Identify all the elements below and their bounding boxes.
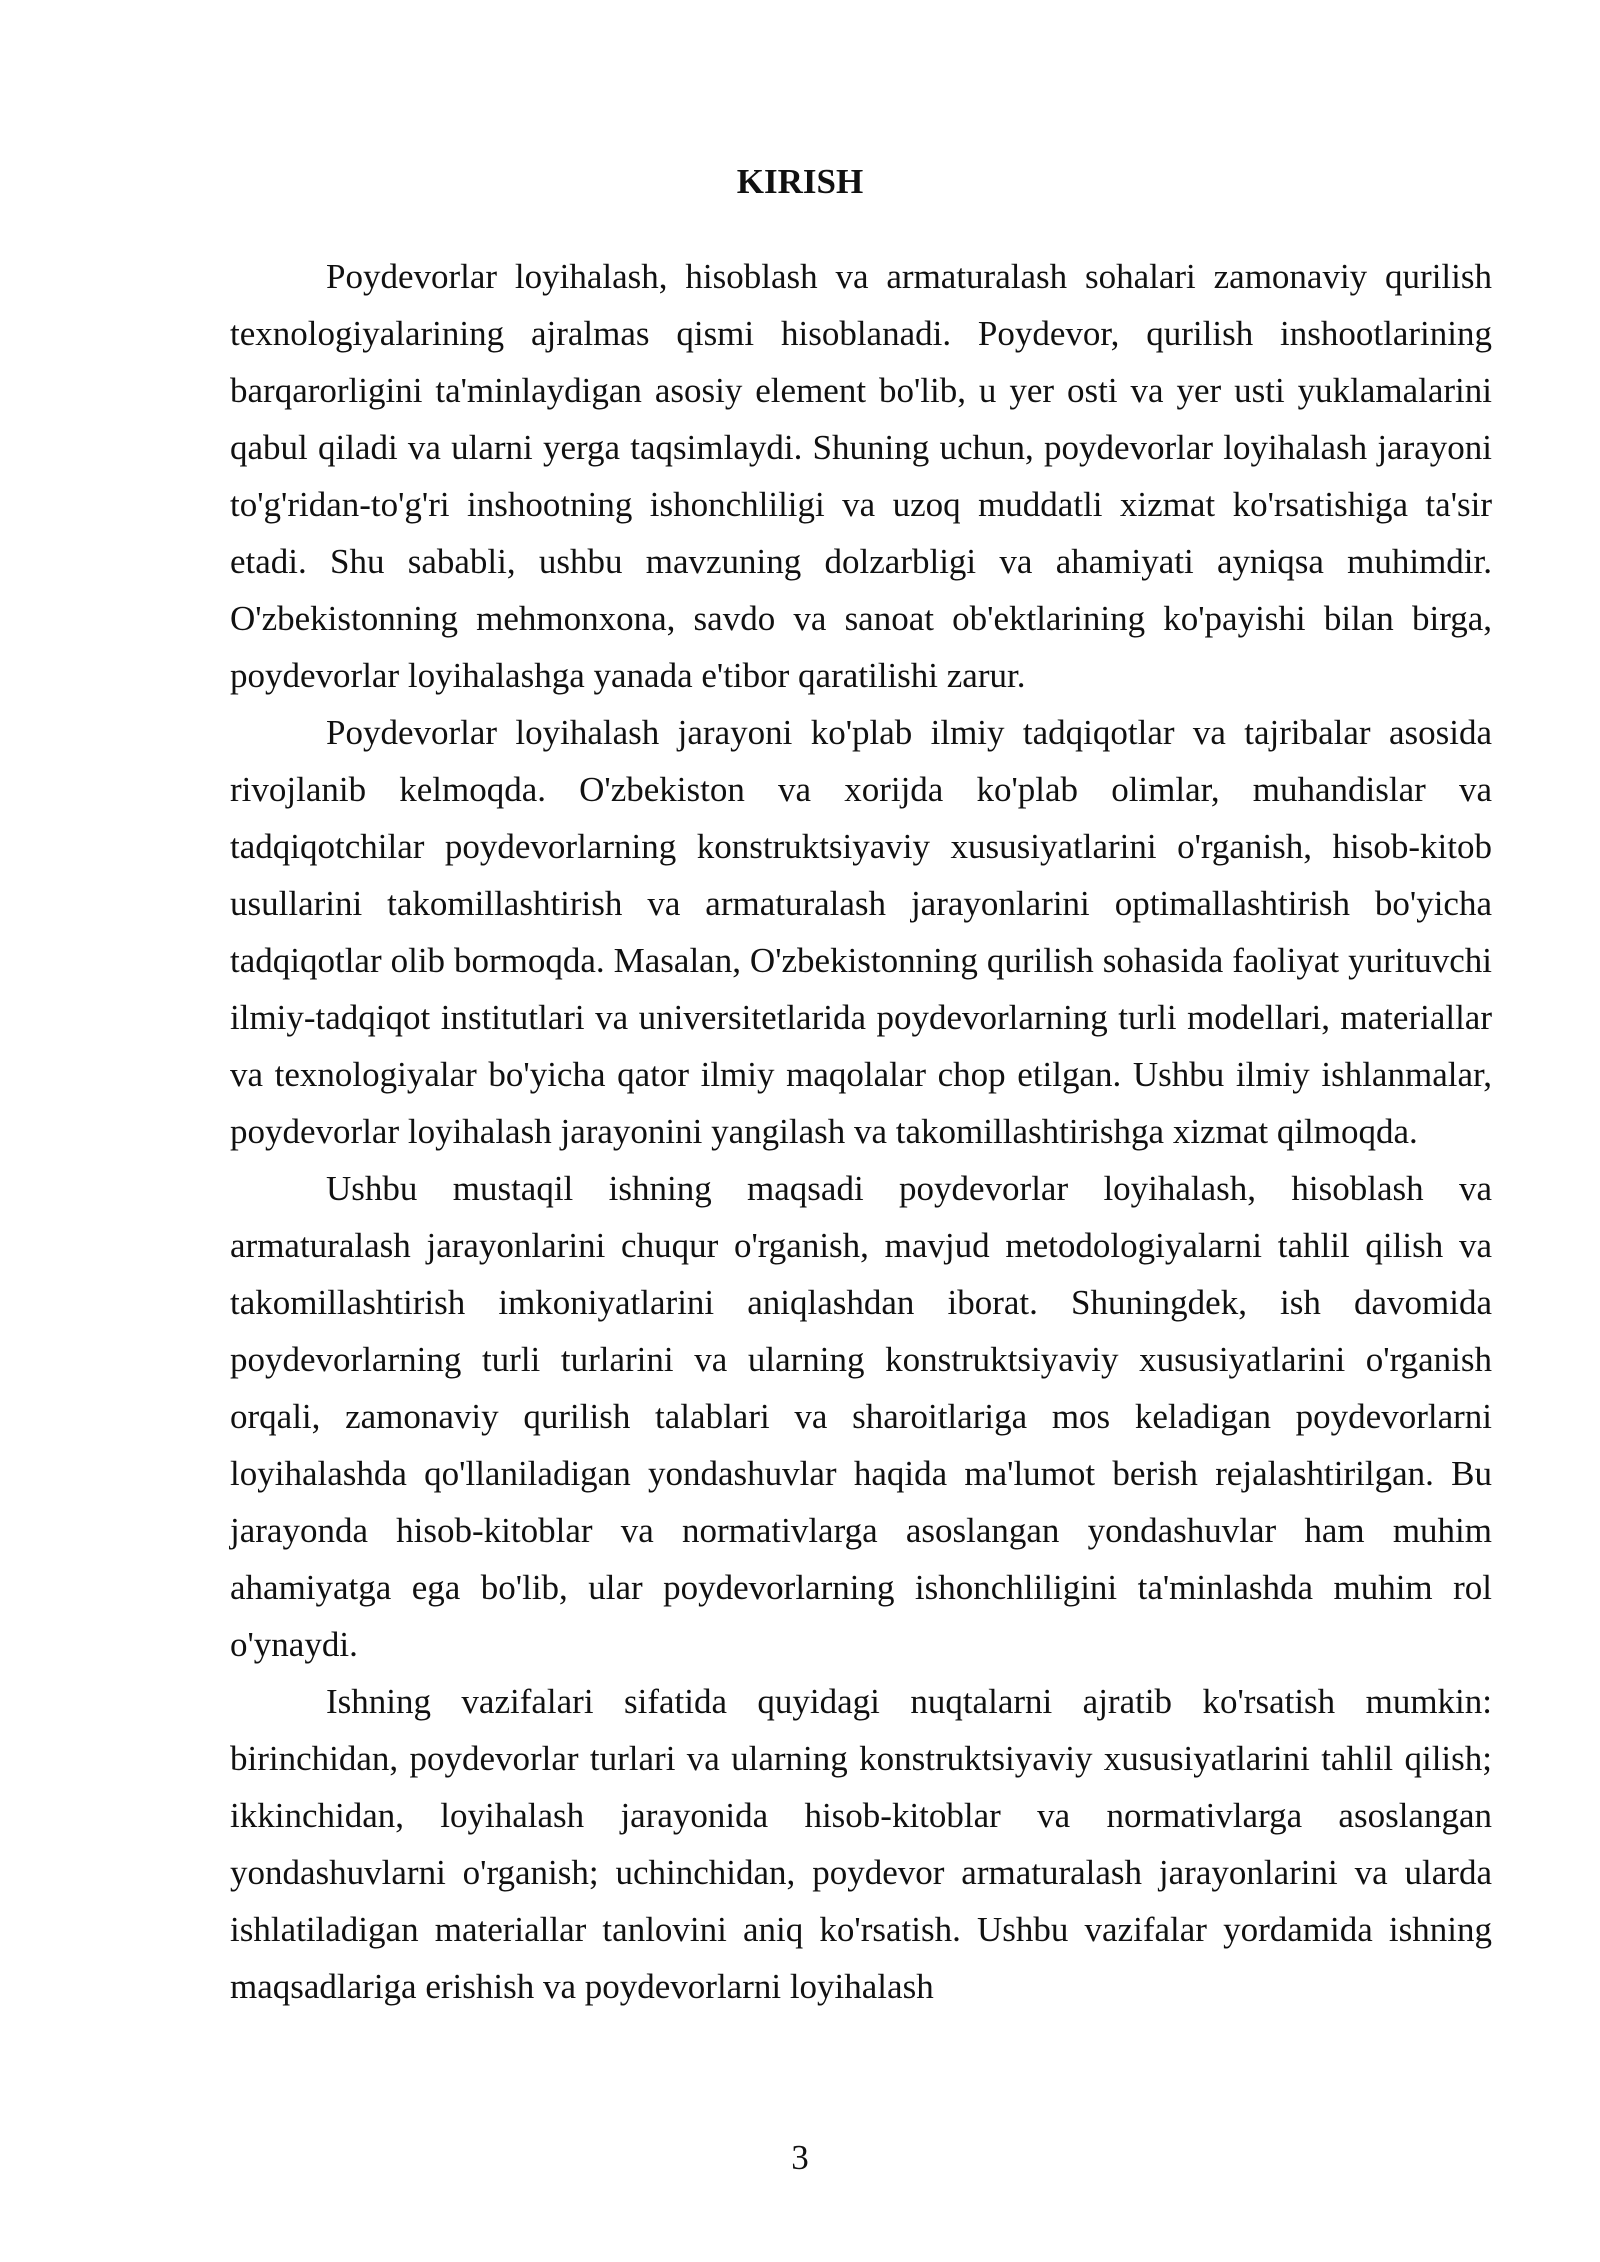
page-number: 3 (791, 2138, 809, 2177)
body-text (230, 248, 1492, 2015)
paragraph-1: Poydevorlar loyihalash, hisoblash va armaturalash sohalari zamonaviy qurilish texnologiyalarining ajralmas qismi hisoblanadi. Poydevor, qurilish inshootlarining barqarorligini ta'minlaydigan asosiy element bo'lib, u yer osti va yer usti yuklamalarini qabul qiladi va ularni yerga taqsimlaydi. Shuning uchun, poydevorlar loyihalash jarayoni to'g'ridan-to'g'ri inshootning ishonchliligi va uzoq muddatli xizmat ko'rsatishiga ta'sir etadi. Shu sababli, ushbu mavzuning dolzarbligi va ahamiyati ayniqsa muhimdir. O'zbekistonning mehmonxona, savdo va sanoat ob'ektlarining ko'payishi bilan birga, poydevorlar loyihalashga yanada e'tibor qaratilishi zarur. (230, 257, 1492, 695)
paragraph-4: Ishning vazifalari sifatida quyidagi nuqtalarni ajratib ko'rsatish mumkin: birinchidan, poydevorlar turlari va ularning konstruktsiyaviy xususiyatlarini tahlil qilish; ikkinchidan, loyihalash jarayonida hisob-kitoblar va normativlarga asoslangan yondashuvlarni o'rganish; uchinchidan, poydevor armaturalash jarayonlarini va ularda ishlatiladigan materiallar tanlovini aniq ko'rsatish. Ushbu vazifalar yordamida ishning maqsadlariga erishish va poydevorlarni loyihalash (230, 1682, 1492, 2006)
page-title: KIRISH (736, 162, 864, 201)
paragraph-3: Ushbu mustaqil ishning maqsadi poydevorlar loyihalash, hisoblash va armaturalash jarayonlarini chuqur o'rganish, mavjud metodologiyalarni tahlil qilish va takomillashtirish imkoniyatlarini aniqlashdan iborat. Shuningdek, ish davomida poydevorlarning turli turlarini va ularning konstruktsiyaviy xususiyatlarini o'rganish orqali, zamonaviy qurilish talablari va sharoitlariga mos keladigan poydevorlarni loyihalashda qo'llaniladigan yondashuvlar haqida ma'lumot berish rejalashtirilgan. Bu jarayonda hisob-kitoblar va normativlarga asoslangan yondashuvlar ham muhim ahamiyatga ega bo'lib, ular poydevorlarning ishonchliligini ta'minlashda muhim rol o'ynaydi. (230, 1169, 1492, 1664)
paragraph-2: Poydevorlar loyihalash jarayoni ko'plab ilmiy tadqiqotlar va tajribalar asosida rivojlanib kelmoqda. O'zbekiston va xorijda ko'plab olimlar, muhandislar va tadqiqotchilar poydevorlarning konstruktsiyaviy xususiyatlarini o'rganish, hisob-kitob usullarini takomillashtirish va armaturalash jarayonlarini optimallashtirish bo'yicha tadqiqotlar olib bormoqda. Masalan, O'zbekistonning qurilish sohasida faoliyat yurituvchi ilmiy-tadqiqot institutlari va universitetlarida poydevorlarning turli modellari, materiallar va texnologiyalar bo'yicha qator ilmiy maqolalar chop etilgan. Ushbu ilmiy ishlanmalar, poydevorlar loyihalash jarayonini yangilash va takomillashtirishga xizmat qilmoqda. (230, 713, 1492, 1151)
